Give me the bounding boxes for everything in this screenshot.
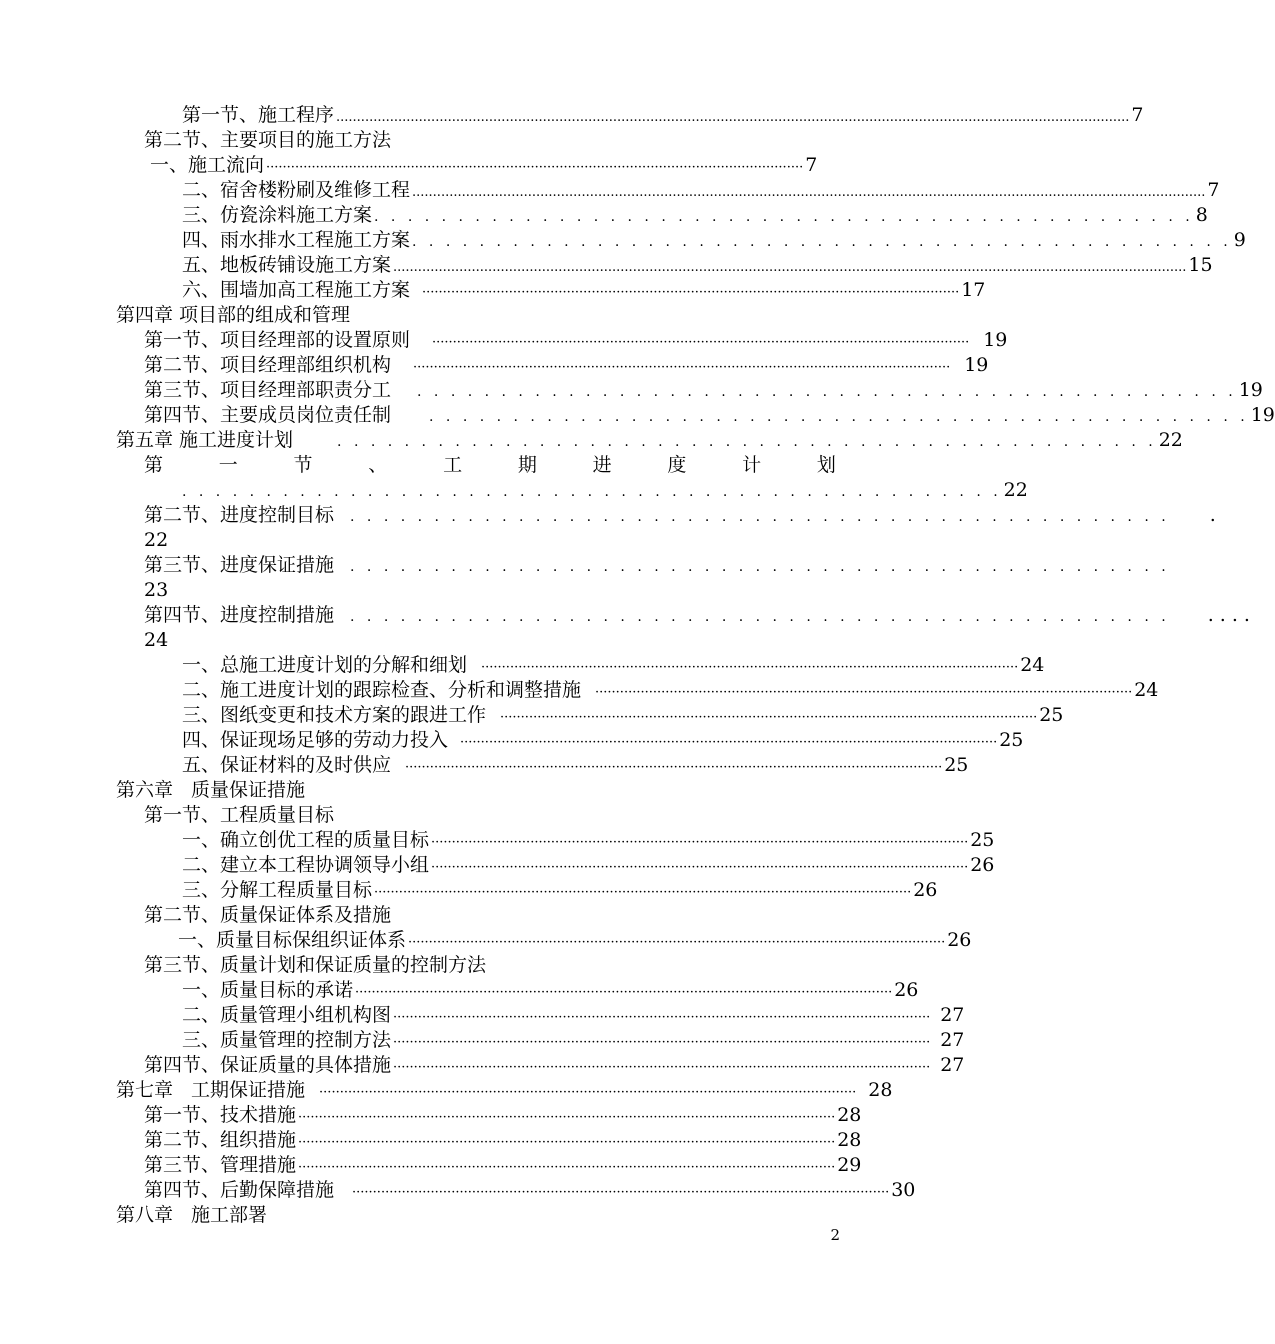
toc-char: 节 [293,454,313,476]
toc-entry-title: 第二节、主要项目的施工方法 [144,129,392,151]
toc-entry [144,552,1170,578]
toc-char: 一 [218,454,238,476]
toc-char: 计 [742,454,762,476]
toc-entry-title: 一、总施工进度计划的分解和细划 [182,654,468,676]
toc-entry [178,927,972,953]
toc-entry [144,352,989,378]
toc-entry-page: 28 [868,1079,893,1101]
toc-entry-page: 26 [947,929,972,951]
toc-entry-page: 19 [964,354,989,376]
toc-leader: ·································································································································· [431,860,969,875]
toc-char: 第 [144,454,164,476]
toc-entry [144,1152,862,1178]
toc-entry-page: 26 [894,979,919,1001]
toc-entry-title-justified [144,452,836,478]
toc-entry-page: 23 [144,579,169,601]
toc-entry [182,752,969,778]
toc-entry [182,852,995,878]
toc-leader: ·································································································································· [595,685,1133,700]
toc-entry-title: 第二节、进度控制目标 [144,504,335,526]
toc-entry-page: 30 [891,1179,916,1201]
toc-leader: . . . . . . . . . . . . . . . . . . . . . . . . . . . . . . . . . . . . . . . . . . . . . . . . . [182,484,1002,500]
toc-leader: . . . . . . . . . . . . . . . . . . . . . . . . . . . . . . . . . . . . . . . . . . . . . . . . . [350,509,1170,525]
toc-entry: 第二节、进度控制目标 . . . . . . . . . . . . . . . . . . . . . . . . . . . . . . . . . . . . . . . . . . . . . . . . . . [144,502,838,528]
toc-entry-title: 三、质量管理的控制方法 [182,1029,392,1051]
toc-leader: ·································································································································· [408,935,946,950]
toc-entry-title: 四、雨水排水工程施工方案 [182,229,411,251]
toc-leader: . . . . . . . . . . . . . . . . . . . . . . . . . . . . . . . . . . . . . . . . . . . . . . . . . [429,409,1249,425]
toc-entry-title: 二、建立本工程协调领导小组 [182,854,430,876]
toc-leader: ................................................................................................................................................................................................ [412,185,1206,200]
toc-leader: ·································································································································· [298,1135,836,1150]
toc-entry [182,102,1144,128]
toc-leader: ·································································································································· [393,1060,931,1075]
toc-entry-page: 25 [944,754,969,776]
toc-entry-title: 四、保证现场足够的劳动力投入 [182,729,449,751]
toc-leader: ·································································································································· [355,985,893,1000]
toc-entry [182,727,1024,753]
toc-entry-page: 22 [144,529,169,551]
toc-entry [182,877,938,903]
toc-entry-title: 六、围墙加高工程施工方案 [182,279,411,301]
toc-entry [182,252,1213,278]
toc-entry [182,977,919,1003]
toc-leader: ·································································································································· [266,160,804,175]
toc-leader: ·································································································································· [422,285,960,300]
toc-leader: . . . . . . . . . . . . . . . . . . . . . . . . . . . . . . . . . . . . . . . . . . . . . . . . . [337,434,1157,450]
toc-entry-title: 第五章 施工进度计划 [116,429,294,451]
toc-entry-title: 第二节、组织措施 [144,1129,297,1151]
toc-entry-title: 第七章 工期保证措施 [116,1079,306,1101]
toc-entry-page: 25 [999,729,1024,751]
toc-leader: . . . . . . . . . . . . . . . . . . . . . . . . . . . . . . . . . . . . . . . . . . . . . . . . . [417,384,1237,400]
toc-entry-page: 7 [1207,179,1220,201]
toc-entry-page: 22 [1003,479,1028,501]
toc-entry [144,377,1263,403]
toc-entry-page: 28 [837,1129,862,1151]
toc-entry-page: 24 [1134,679,1159,701]
toc-entry [144,1052,965,1078]
toc-entry-title: 第三节、项目经理部职责分工 [144,379,392,401]
toc-entry-page: 19 [983,329,1008,351]
toc-entry-title: 第二节、项目经理部组织机构 [144,354,392,376]
toc-entry-title: 三、分解工程质量目标 [182,879,373,901]
toc-entry: 第四节、进度控制措施 . . . . . . . . . . . . . . . . . . . . . . . . . . . . . . . . . . . . . . . . . . . . . . . . . . . . . [144,602,838,628]
toc-entry-title: 三、仿瓷涂料施工方案 [182,204,373,226]
toc-entry [116,427,1183,453]
toc-entry-page: 22 [1158,429,1183,451]
toc-char: 、 [368,454,388,476]
toc-entry-title: 第四节、后勤保障措施 [144,1179,335,1201]
toc-leader: ·································································································································· [374,885,912,900]
toc-entry-title: 五、地板砖铺设施工方案 [182,254,392,276]
toc-entry [182,227,1246,253]
toc-leader: ................................................................................................................................................................................................ [336,110,1130,125]
toc-leader: . . . . . . . . . . . . . . . . . . . . . . . . . . . . . . . . . . . . . . . . . . . . . . . . . [374,209,1194,225]
toc-leader: . . . . . . . . . . . . . . . . . . . . . . . . . . . . . . . . . . . . . . . . . . . . . . . . . [350,559,1170,575]
toc-entry-page: 27 [940,1029,965,1051]
toc-entry-page: 27 [940,1004,965,1026]
toc-leader: ·································································································································· [431,835,969,850]
toc-leader: ·································································································································· [460,735,998,750]
toc-entry [182,702,1064,728]
toc-char: 期 [517,454,537,476]
toc-entry [182,1002,965,1028]
toc-char: 进 [592,454,612,476]
toc-entry-title: 一、质量目标保组织证体系 [178,929,407,951]
toc-entry-page: 8 [1195,204,1208,226]
toc-entry-title: 第三节、进度保证措施 [144,554,335,576]
toc-entry [144,402,1275,428]
toc-leader: . . . . . . . . . . . . . . . . . . . . . . . . . . . . . . . . . . . . . . . . . . . . . . . . . [412,234,1232,250]
toc-entry-page: 15 [1188,254,1213,276]
toc-entry-page: 26 [913,879,938,901]
toc-leader: . . . . . . . . . . . . . . . . . . . . . . . . . . . . . . . . . . . . . . . . . . . . . . . . . [350,609,1170,625]
toc-leader: ·································································································································· [352,1185,890,1200]
toc-entry [144,1102,862,1128]
toc-leader: ·································································································································· [405,760,943,775]
toc-entry-page: 25 [970,829,995,851]
toc-entry-title: 二、质量管理小组机构图 [182,1004,392,1026]
toc-entry [182,677,1159,703]
toc-entry-page: 29 [837,1154,862,1176]
toc-leader: ·································································································································· [432,335,970,350]
toc-entry-title: 第四节、进度控制措施 [144,604,335,626]
toc-entry-title: 五、保证材料的及时供应 [182,754,392,776]
toc-entry-title: 第一节、工程质量目标 [144,804,335,826]
toc-char: 划 [816,454,836,476]
toc-entry-title: 二、施工进度计划的跟踪检查、分析和调整措施 [182,679,582,701]
toc-entry [116,1077,893,1103]
toc-entry-page: 24 [144,629,169,651]
toc-entry [144,1127,862,1153]
toc-entry-title: 第四节、主要成员岗位责任制 [144,404,392,426]
toc-entry [182,477,1028,503]
toc-chapter-title: 第六章 质量保证措施 [116,779,306,801]
toc-entry-title: 第一节、项目经理部的设置原则 [144,329,411,351]
toc-entry-page: 25 [1039,704,1064,726]
toc-leader: ·································································································································· [500,710,1038,725]
toc-entry [182,827,995,853]
toc-leader: ·································································································································· [298,1110,836,1125]
toc-entry-page: 9 [1233,229,1246,251]
toc-entry-title: 三、图纸变更和技术方案的跟进工作 [182,704,487,726]
toc-entry [182,652,1045,678]
toc-entry [144,1177,916,1203]
toc-leader: ·································································································································· [319,1085,857,1100]
toc-entry-page: 26 [970,854,995,876]
toc-entry-page: 17 [961,279,986,301]
toc-leader: ·································································································································· [481,660,1019,675]
toc-entry [182,177,1220,203]
toc-entry-page: 24 [1020,654,1045,676]
toc-entry-page: 28 [837,1104,862,1126]
toc-char: 工 [443,454,463,476]
toc-entry [182,202,1208,228]
toc-entry-title: 第一节、施工程序 [182,104,335,126]
toc-entry-page: 7 [805,154,818,176]
toc-leader: ·································································································································· [393,1035,931,1050]
toc-chapter-title: 第四章 项目部的组成和管理 [116,304,351,326]
toc-entry-title: 第四节、保证质量的具体措施 [144,1054,392,1076]
toc-entry-title: 第一节、技术措施 [144,1104,297,1126]
toc-leader: ................................................................................................................................................................................................ [393,260,1187,275]
toc-entry [150,152,818,178]
toc-entry-page: 19 [1250,404,1275,426]
toc-entry-page: 27 [940,1054,965,1076]
toc-chapter-title: 第八章 施工部署 [116,1204,268,1226]
toc-entry-title: 一、确立创优工程的质量目标 [182,829,430,851]
toc-leader: ·································································································································· [413,360,951,375]
toc-leader: ·································································································································· [298,1160,836,1175]
toc-entry-title: 一、施工流向 [150,154,265,176]
toc-entry-title: 一、质量目标的承诺 [182,979,354,1001]
toc-entry-title: 第三节、质量计划和保证质量的控制方法 [144,954,487,976]
page-number: 2 [830,1226,840,1244]
toc-entry [144,327,1008,353]
toc-entry [182,1027,965,1053]
toc-entry-title: 第二节、质量保证体系及措施 [144,904,392,926]
toc-entry-title: 二、宿舍楼粉刷及维修工程 [182,179,411,201]
toc-char: 度 [667,454,687,476]
toc-entry-page: 7 [1131,104,1144,126]
toc-leader: ·································································································································· [393,1010,931,1025]
toc-entry-page: 19 [1238,379,1263,401]
toc-entry-title: 第三节、管理措施 [144,1154,297,1176]
toc-entry [182,277,986,303]
